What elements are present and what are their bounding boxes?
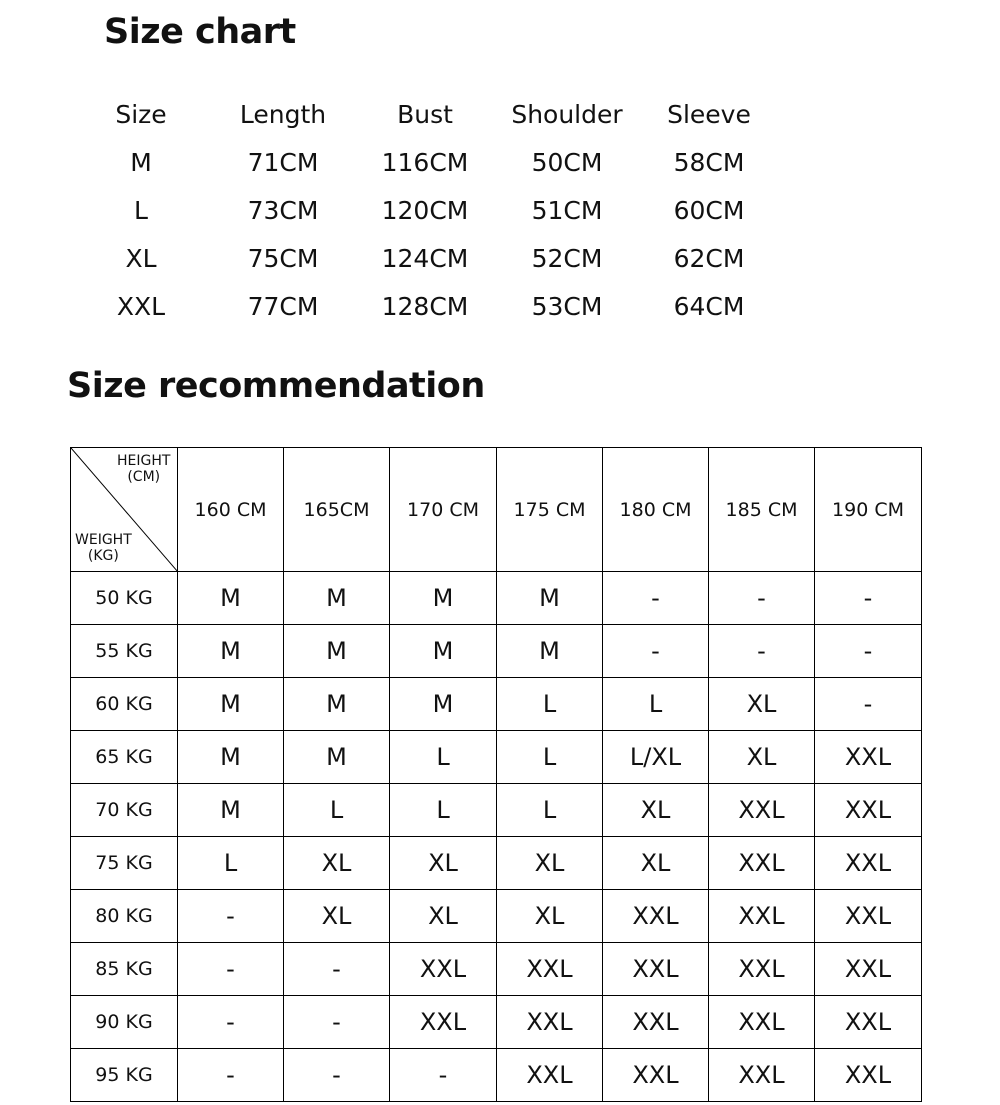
size-cell: XXL — [815, 731, 922, 784]
size-cell: M — [390, 572, 497, 625]
size-chart-cell: 53CM — [531, 291, 603, 321]
size-cell: L — [497, 784, 603, 837]
size-cell: XXL — [390, 943, 497, 996]
weight-row — [71, 837, 922, 890]
weight-label-cell: 55 KG — [71, 625, 178, 678]
height-unit: (CM) — [127, 469, 161, 485]
size-chart-header-cell: Length — [239, 99, 327, 129]
height-header-cell: 180 CM — [603, 448, 709, 572]
height-header-cell: 185 CM — [709, 448, 815, 572]
weight-label-cell: 60 KG — [71, 678, 178, 731]
size-chart-cell: L — [134, 195, 148, 225]
size-cell: M — [497, 572, 603, 625]
height-axis-label — [117, 453, 170, 485]
size-cell: XXL — [497, 1049, 603, 1102]
size-cell: XL — [709, 731, 815, 784]
size-recommendation-title: Size recommendation — [67, 366, 485, 406]
weight-label: WEIGHT — [75, 532, 132, 548]
size-cell: XXL — [603, 943, 709, 996]
size-cell: M — [178, 572, 284, 625]
size-cell: L — [603, 678, 709, 731]
size-cell: M — [284, 678, 390, 731]
size-cell: M — [178, 678, 284, 731]
size-cell: - — [815, 572, 922, 625]
weight-label-cell: 70 KG — [71, 784, 178, 837]
weight-row — [71, 784, 922, 837]
size-cell: XXL — [815, 784, 922, 837]
size-cell: M — [178, 731, 284, 784]
size-cell: - — [284, 996, 390, 1049]
weight-label-cell: 65 KG — [71, 731, 178, 784]
height-header-cell: 170 CM — [390, 448, 497, 572]
weight-label-cell: 95 KG — [71, 1049, 178, 1102]
size-cell: M — [284, 731, 390, 784]
size-cell: XL — [284, 837, 390, 890]
height-header-cell: 175 CM — [497, 448, 603, 572]
size-cell: M — [497, 625, 603, 678]
weight-label-cell: 85 KG — [71, 943, 178, 996]
size-cell: XL — [603, 784, 709, 837]
weight-row — [71, 731, 922, 784]
size-cell: XXL — [709, 1049, 815, 1102]
size-chart-cell: 124CM — [381, 243, 469, 273]
size-chart-cell: 116CM — [381, 147, 469, 177]
size-cell: XL — [390, 890, 497, 943]
size-cell: XL — [497, 837, 603, 890]
size-cell: - — [709, 572, 815, 625]
weight-row — [71, 1049, 922, 1102]
size-cell: - — [284, 943, 390, 996]
size-chart-cell: M — [130, 147, 152, 177]
size-chart-cell: 75CM — [247, 243, 319, 273]
size-cell: - — [178, 1049, 284, 1102]
size-chart-row — [70, 234, 780, 282]
height-header-cell: 190 CM — [815, 448, 922, 572]
size-chart-row — [70, 186, 780, 234]
height-label: HEIGHT — [117, 453, 171, 469]
size-chart-header-cell: Bust — [397, 99, 453, 129]
size-cell: XXL — [815, 890, 922, 943]
size-chart-cell: XL — [125, 243, 157, 273]
size-cell: XXL — [815, 837, 922, 890]
size-cell: XXL — [815, 1049, 922, 1102]
weight-unit: (KG) — [87, 548, 119, 564]
size-cell: M — [390, 678, 497, 731]
size-cell: L — [390, 731, 497, 784]
size-cell: - — [178, 996, 284, 1049]
size-cell: XXL — [603, 890, 709, 943]
size-chart-row — [70, 138, 780, 186]
size-cell: XXL — [709, 890, 815, 943]
size-cell: - — [815, 678, 922, 731]
size-cell: - — [284, 1049, 390, 1102]
size-chart-header-cell: Shoulder — [511, 99, 623, 129]
size-cell: XL — [390, 837, 497, 890]
weight-label-cell: 90 KG — [71, 996, 178, 1049]
size-chart-row — [70, 282, 780, 330]
size-cell: - — [178, 943, 284, 996]
height-header-cell: 165CM — [284, 448, 390, 572]
size-cell: M — [390, 625, 497, 678]
size-cell: XXL — [709, 996, 815, 1049]
size-chart-cell: 51CM — [531, 195, 603, 225]
size-chart-header-row — [70, 90, 780, 138]
weight-row — [71, 572, 922, 625]
size-cell: XL — [603, 837, 709, 890]
size-cell: XL — [284, 890, 390, 943]
size-cell: XXL — [815, 943, 922, 996]
size-cell: - — [709, 625, 815, 678]
size-cell: M — [178, 784, 284, 837]
size-chart-cell: 58CM — [673, 147, 745, 177]
size-cell: XXL — [603, 1049, 709, 1102]
size-cell: XXL — [815, 996, 922, 1049]
size-cell: L — [178, 837, 284, 890]
size-cell: L — [497, 678, 603, 731]
size-cell: - — [178, 890, 284, 943]
size-cell: - — [603, 625, 709, 678]
size-cell: L/XL — [603, 731, 709, 784]
size-chart-cell: 62CM — [673, 243, 745, 273]
weight-row — [71, 996, 922, 1049]
size-chart-cell: 73CM — [247, 195, 319, 225]
weight-row — [71, 890, 922, 943]
size-cell: - — [390, 1049, 497, 1102]
size-cell: XXL — [709, 943, 815, 996]
size-cell: L — [284, 784, 390, 837]
size-cell: M — [284, 625, 390, 678]
size-cell: XXL — [497, 996, 603, 1049]
size-cell: XL — [497, 890, 603, 943]
size-chart-cell: 60CM — [673, 195, 745, 225]
size-cell: XXL — [497, 943, 603, 996]
size-cell: - — [603, 572, 709, 625]
size-cell: XXL — [709, 784, 815, 837]
size-chart-cell: 50CM — [531, 147, 603, 177]
size-cell: L — [497, 731, 603, 784]
size-cell: M — [284, 572, 390, 625]
size-chart-header-cell: Size — [115, 99, 167, 129]
height-header-row — [71, 448, 922, 572]
size-chart-title: Size chart — [104, 12, 296, 52]
size-cell: M — [178, 625, 284, 678]
size-cell: L — [390, 784, 497, 837]
weight-axis-label — [75, 532, 132, 564]
size-chart-cell: 52CM — [531, 243, 603, 273]
corner-header-cell — [71, 448, 178, 572]
weight-row — [71, 943, 922, 996]
size-cell: XL — [709, 678, 815, 731]
size-chart-cell: 71CM — [247, 147, 319, 177]
size-chart-header-cell: Sleeve — [667, 99, 751, 129]
weight-label-cell: 80 KG — [71, 890, 178, 943]
size-chart-table — [70, 90, 780, 330]
size-chart-cell: XXL — [116, 291, 166, 321]
weight-row — [71, 678, 922, 731]
size-cell: XXL — [390, 996, 497, 1049]
weight-label-cell: 75 KG — [71, 837, 178, 890]
weight-label-cell: 50 KG — [71, 572, 178, 625]
height-header-cell: 160 CM — [178, 448, 284, 572]
size-chart-cell: 64CM — [673, 291, 745, 321]
size-chart-cell: 120CM — [381, 195, 469, 225]
size-recommendation-table — [70, 447, 922, 1102]
size-cell: XXL — [709, 837, 815, 890]
size-cell: - — [815, 625, 922, 678]
size-chart-cell: 77CM — [247, 291, 319, 321]
size-chart-cell: 128CM — [381, 291, 469, 321]
weight-row — [71, 625, 922, 678]
size-cell: XXL — [603, 996, 709, 1049]
